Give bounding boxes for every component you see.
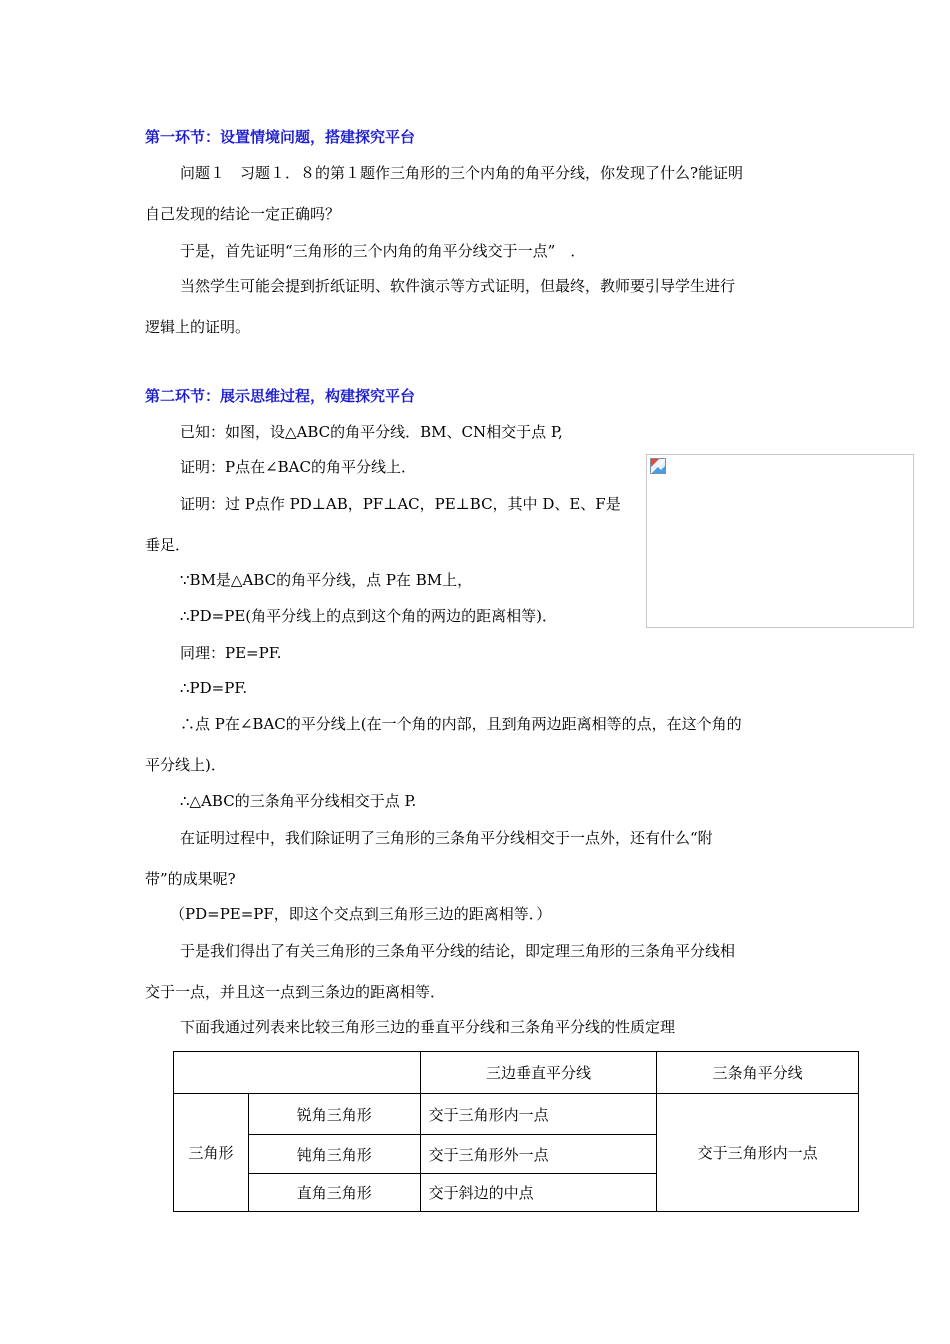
- proof-step2: ∴PD=PE(角平分线上的点到这个角的两边的距离相等)．: [180, 607, 557, 625]
- given-statement: 已知：如图，设△ABC的角平分线．BM、CN相交于点 P,: [180, 423, 563, 441]
- figure-placeholder: [646, 454, 914, 628]
- section2-heading: 第二环节：展示思维过程，构建探究平台: [145, 387, 416, 405]
- problem-1-line1: 问题１ 习题１．８的第１题作三角形的三个内角的角平分线，你发现了什么?能证明: [180, 164, 744, 182]
- proof-step5-line1: ∴点 P在∠BAC的平分线上(在一个角的内部，且到角两边距离相等的点，在这个角的: [180, 715, 742, 733]
- question-line2: 带”的成果呢?: [145, 870, 236, 888]
- table-cell-type: 锐角三角形: [248, 1094, 420, 1135]
- table-row-group-triangle: 三角形: [174, 1094, 249, 1212]
- proof-line2: 垂足．: [145, 536, 191, 554]
- proof-step4: ∴PD=PF.: [180, 679, 248, 697]
- proof-step3: 同理：PE=PF.: [180, 644, 282, 662]
- table-cell-perp: 交于斜边的中点: [420, 1174, 657, 1212]
- proof-step1: ∵BM是△ABC的角平分线，点 P在 BM上，: [180, 571, 473, 589]
- paragraph-prove-statement: 于是，首先证明“三角形的三个内角的角平分线交于一点” ．: [180, 242, 586, 260]
- table-header-empty: [174, 1052, 421, 1094]
- table-cell-perp: 交于三角形外一点: [420, 1135, 657, 1174]
- proof-line1: 证明：过 P点作 PD⊥AB，PF⊥AC，PE⊥BC，其中 D、E、F是: [180, 495, 621, 513]
- problem-1-line2: 自己发现的结论一定正确吗？: [145, 205, 341, 223]
- proof-conclusion: ∴△ABC的三条角平分线相交于点 P.: [180, 792, 417, 810]
- comparison-table: [173, 1051, 859, 1212]
- paragraph-students-line1: 当然学生可能会提到折纸证明、软件演示等方式证明，但最终，教师要引导学生进行: [180, 277, 736, 295]
- proof-step5-line2: 平分线上)．: [145, 756, 226, 774]
- table-cell-type: 钝角三角形: [248, 1135, 420, 1174]
- table-cell-angle-all: 交于三角形内一点: [657, 1094, 859, 1212]
- table-intro: 下面我通过列表来比较三角形三边的垂直平分线和三条角平分线的性质定理: [180, 1018, 676, 1036]
- broken-image-icon: [650, 458, 666, 474]
- question-line1: 在证明过程中，我们除证明了三角形的三条角平分线相交于一点外，还有什么“附: [180, 829, 713, 847]
- paragraph-students-line2: 逻辑上的证明。: [145, 318, 251, 336]
- theorem-line1: 于是我们得出了有关三角形的三条角平分线的结论，即定理三角形的三条角平分线相: [180, 942, 736, 960]
- table-header-perp-bisector: 三边垂直平分线: [420, 1052, 657, 1094]
- table-header-angle-bisector: 三条角平分线: [657, 1052, 859, 1094]
- section1-heading: 第一环节：设置情境问题，搭建探究平台: [145, 128, 416, 146]
- prove-statement: 证明：P点在∠BAC的角平分线上．: [180, 458, 416, 476]
- answer-line: （PD=PE=PF，即这个交点到三角形三边的距离相等．）: [170, 905, 552, 923]
- table-cell-perp: 交于三角形内一点: [420, 1094, 657, 1135]
- table-cell-type: 直角三角形: [248, 1174, 420, 1212]
- theorem-line2: 交于一点，并且这一点到三条边的距离相等．: [145, 983, 446, 1001]
